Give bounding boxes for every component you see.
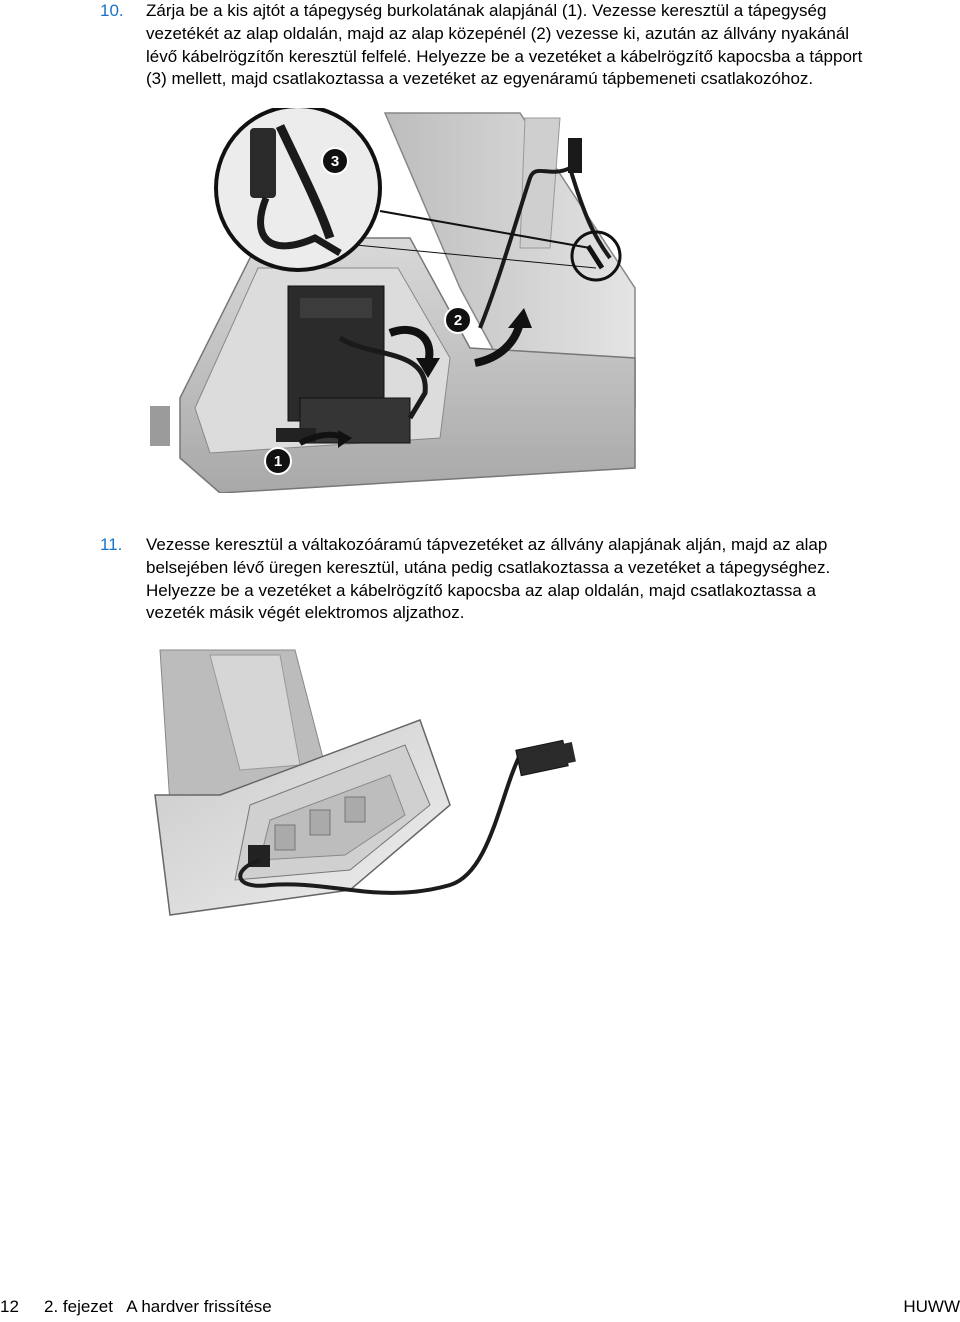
callout-2 — [445, 307, 471, 333]
step-instructions — [146, 0, 946, 91]
page-number: 12 — [0, 1297, 19, 1316]
step-line: belsejében lévő üregen keresztül, utána pedig csatlakoztassa a vezetéket a tápegységhez. — [146, 557, 831, 577]
step-line: vezetékét az alap oldalán, majd az alap közepénél (2) vezesse ki, azután az állvány nyakánál — [146, 23, 850, 43]
illustration-ac-cable-routing — [150, 645, 590, 920]
figure-ac-cable-routing — [150, 645, 590, 920]
figure-power-supply-routing — [140, 108, 640, 493]
step-number: 11. — [100, 535, 123, 554]
illustration-power-cable-routing — [140, 108, 640, 493]
step-line: Zárja be a kis ajtót a tápegység burkolatának alapjánál (1). Vezesse keresztül a tápegység — [146, 1, 827, 20]
svg-text:1: 1 — [273, 453, 283, 470]
svg-text:3: 3 — [330, 153, 340, 170]
step-line: Vezesse keresztül a váltakozóáramú tápvezetéket az állvány alapjának alján, majd az alap — [146, 535, 828, 554]
step-number: 10. — [100, 1, 124, 20]
step-line: vezeték másik végét elektromos aljzathoz. — [146, 603, 465, 623]
svg-text:2: 2 — [453, 312, 463, 329]
page-footer — [0, 1296, 960, 1322]
chapter-title: 2. fejezet A hardver frissítése — [44, 1297, 272, 1316]
footer-brand: HUWW — [903, 1297, 960, 1316]
callout-3 — [322, 148, 348, 174]
step-instructions — [146, 534, 946, 625]
step-line: Helyezze be a vezetéket a kábelrögzítő kapocsba az alap oldalán, majd csatlakoztassa a — [146, 580, 817, 600]
step-line: (3) mellett, majd csatlakoztassa a vezetéket az egyenáramú tápbemeneti csatlakozóhoz. — [146, 69, 814, 89]
step-line: lévő kábelrögzítőn keresztül felfelé. Helyezze be a vezetéket a kábelrögzítő kapocsba a tápport — [146, 46, 863, 66]
callout-1 — [265, 448, 291, 474]
